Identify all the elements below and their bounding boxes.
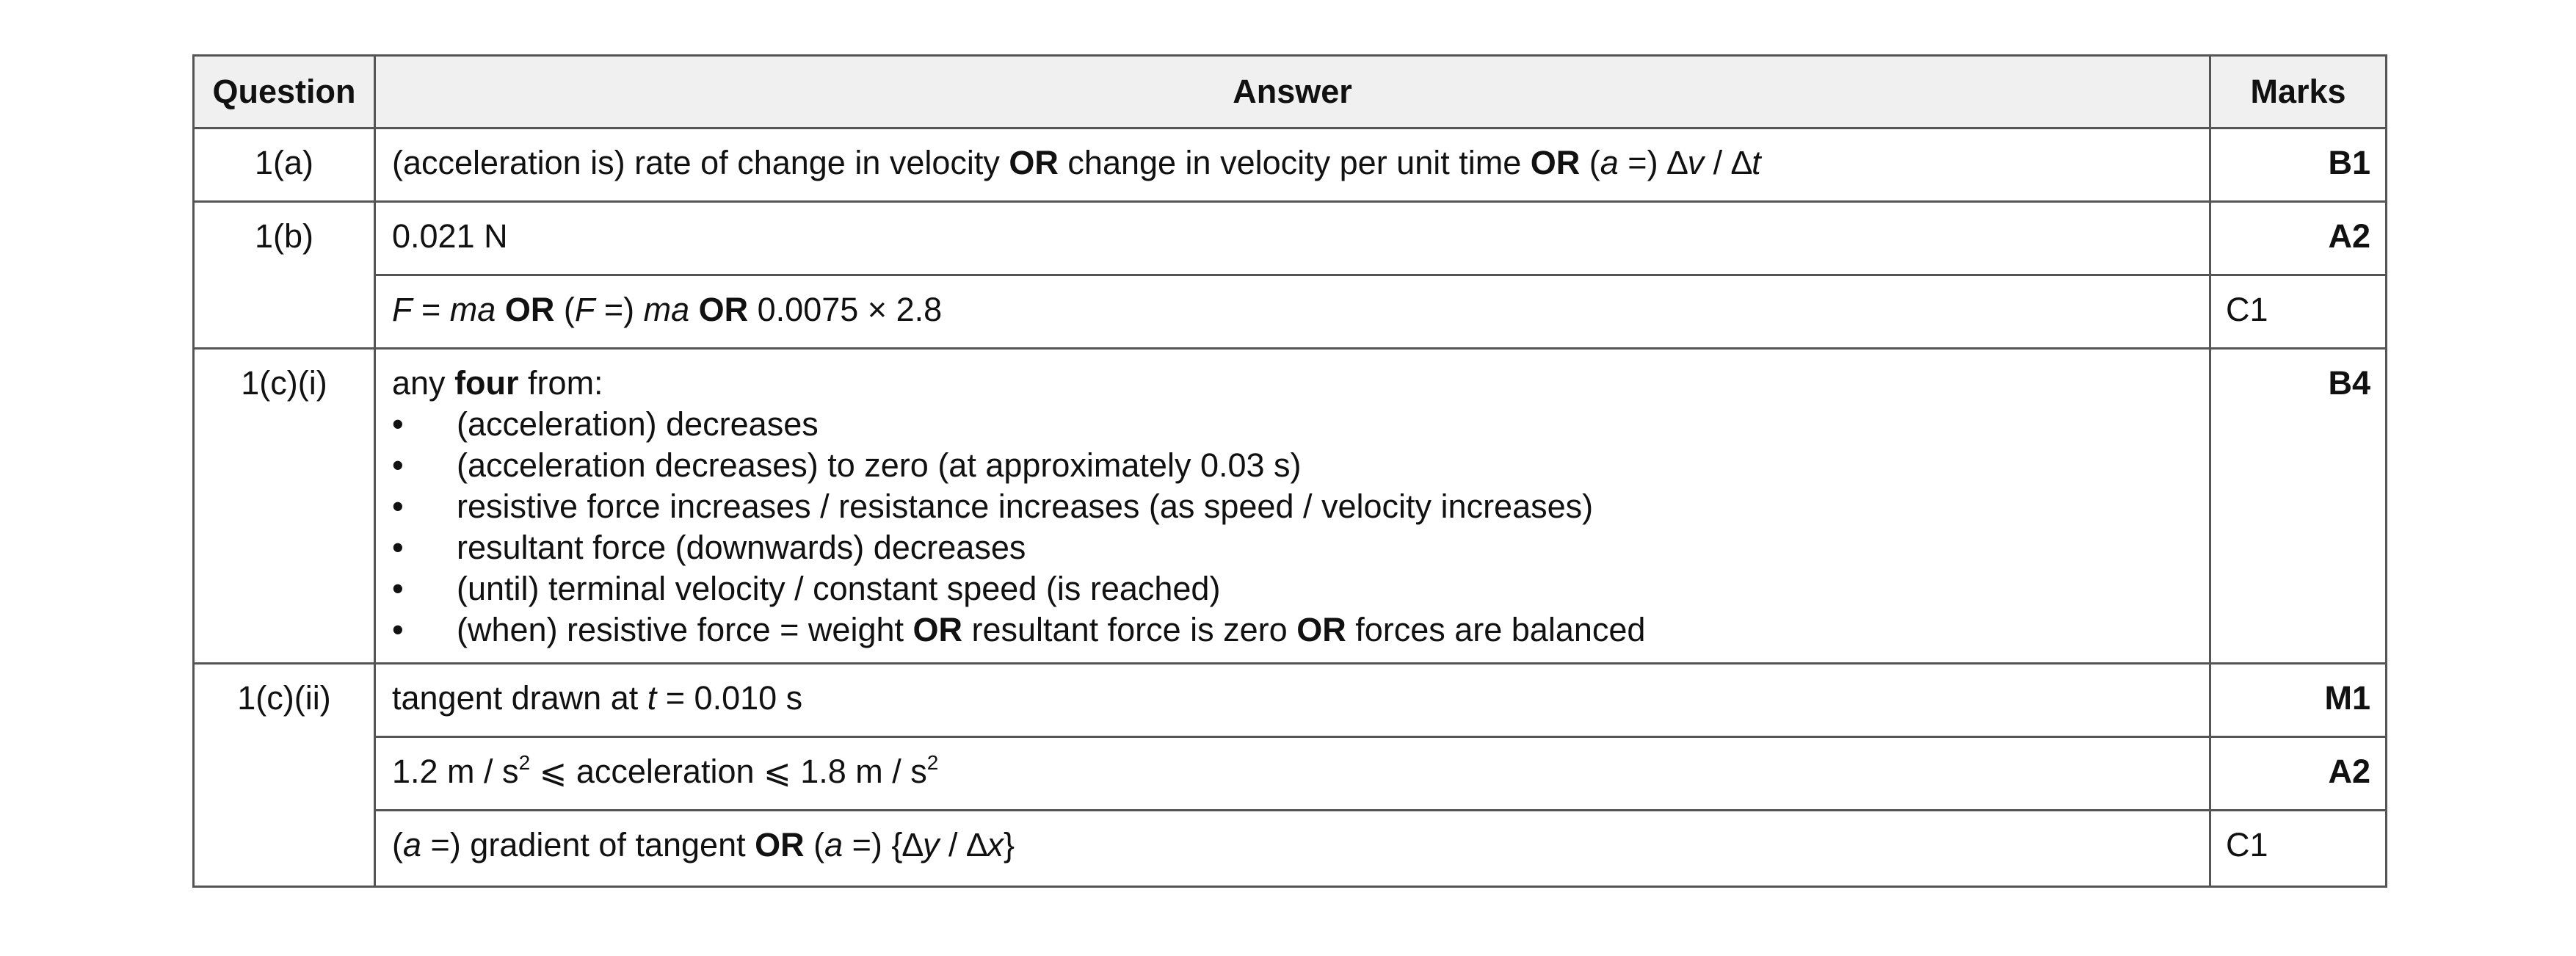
bullet-icon: •	[392, 529, 404, 566]
answer-text: ⩽ acceleration ⩽ 1.8 m / s	[530, 753, 927, 790]
answer-text: (	[1580, 144, 1600, 181]
question-cell: 1(c)(i)	[194, 349, 375, 664]
or-keyword: OR	[1296, 611, 1346, 648]
bullet-icon: •	[392, 405, 404, 443]
bullet-icon: •	[392, 611, 404, 648]
answer-text	[689, 291, 699, 328]
symbol-t: t	[1752, 144, 1761, 181]
table-row-1cii	[194, 664, 2387, 737]
header-marks: Marks	[2210, 56, 2387, 128]
superscript: 2	[926, 751, 939, 774]
marking-points-list	[392, 404, 2193, 651]
symbol-v: v	[1687, 144, 1705, 181]
answer-text: from:	[518, 364, 603, 402]
answer-text: (	[554, 291, 575, 328]
answer-text: =	[412, 291, 450, 328]
symbol-y: y	[922, 826, 940, 863]
answer-text: change in velocity per unit time	[1058, 144, 1531, 181]
answer-cell	[375, 275, 2210, 349]
answer-cell: 0.021 N	[375, 202, 2210, 275]
symbol-a: a	[1600, 144, 1619, 181]
list-item	[392, 568, 2193, 609]
point-text: (until) terminal velocity / constant speed (is reached)	[457, 570, 1221, 607]
answer-text	[496, 291, 505, 328]
answer-text: (	[392, 826, 403, 863]
marks-cell: B4	[2210, 349, 2387, 664]
point-text: resistive force increases / resistance increases (as speed / velocity increases)	[457, 488, 1594, 525]
symbol-t: t	[647, 679, 657, 717]
answer-text: =) gradient of tangent	[421, 826, 755, 863]
point-text: forces are balanced	[1346, 611, 1646, 648]
table-row-1b-method	[194, 275, 2387, 349]
bullet-icon: •	[392, 488, 404, 525]
table-row-1cii-range	[194, 737, 2387, 811]
symbol-a: a	[403, 826, 422, 863]
answer-text: =) ∆	[1618, 144, 1688, 181]
answer-cell	[375, 349, 2210, 664]
emphasis-four: four	[454, 364, 519, 402]
symbol-ma: ma	[449, 291, 496, 328]
mark-scheme-table	[192, 54, 2387, 888]
answer-text: tangent drawn at	[392, 679, 647, 717]
answer-text: any	[392, 364, 455, 402]
symbol-ma: ma	[643, 291, 690, 328]
answer-text: (acceleration is) rate of change in velocity	[392, 144, 1009, 181]
header-question: Question	[194, 56, 375, 128]
bullet-icon: •	[392, 446, 404, 484]
header-answer: Answer	[375, 56, 2210, 128]
answer-cell	[375, 664, 2210, 737]
or-keyword: OR	[504, 291, 555, 328]
answer-text: / ∆	[1704, 144, 1752, 181]
answer-text: }	[1004, 826, 1015, 863]
list-item	[392, 486, 2193, 527]
table-row-1b	[194, 202, 2387, 275]
answer-cell	[375, 737, 2210, 811]
answer-cell	[375, 811, 2210, 887]
or-keyword: OR	[913, 611, 962, 648]
symbol-F: F	[392, 291, 413, 328]
marks-cell: C1	[2210, 811, 2387, 887]
question-cell: 1(c)(ii)	[194, 664, 375, 887]
or-keyword: OR	[755, 826, 805, 863]
symbol-x: x	[987, 826, 1004, 863]
marks-cell: A2	[2210, 737, 2387, 811]
or-keyword: OR	[698, 291, 749, 328]
list-item	[392, 404, 2193, 445]
point-text: (acceleration) decreases	[457, 405, 819, 443]
answer-text: 0.0075 × 2.8	[748, 291, 943, 328]
answer-text: 1.2 m / s	[392, 753, 519, 790]
symbol-F: F	[574, 291, 595, 328]
answer-intro	[392, 363, 2193, 404]
point-text: (acceleration decreases) to zero (at approximately 0.03 s)	[457, 446, 1302, 484]
point-text: resultant force (downwards) decreases	[457, 529, 1026, 566]
table-row-1cii-method	[194, 811, 2387, 887]
point-text: (when) resistive force = weight	[457, 611, 913, 648]
marks-cell: C1	[2210, 275, 2387, 349]
answer-text: / ∆	[939, 826, 987, 863]
list-item	[392, 445, 2193, 486]
question-cell: 1(a)	[194, 128, 375, 202]
or-keyword: OR	[1530, 144, 1581, 181]
table-row-1a	[194, 128, 2387, 202]
marks-cell: B1	[2210, 128, 2387, 202]
marks-cell: M1	[2210, 664, 2387, 737]
bullet-icon: •	[392, 570, 404, 607]
answer-cell	[375, 128, 2210, 202]
answer-text: (	[804, 826, 825, 863]
header-row	[194, 56, 2387, 128]
answer-text: =)	[595, 291, 644, 328]
or-keyword: OR	[1009, 144, 1059, 181]
answer-text: =) {∆	[843, 826, 923, 863]
point-text: resultant force is zero	[962, 611, 1297, 648]
marks-cell: A2	[2210, 202, 2387, 275]
answer-text: = 0.010 s	[656, 679, 803, 717]
list-item	[392, 609, 2193, 651]
list-item	[392, 527, 2193, 568]
question-cell: 1(b)	[194, 202, 375, 349]
symbol-a: a	[824, 826, 843, 863]
superscript: 2	[518, 751, 531, 774]
table-row-1ci	[194, 349, 2387, 664]
